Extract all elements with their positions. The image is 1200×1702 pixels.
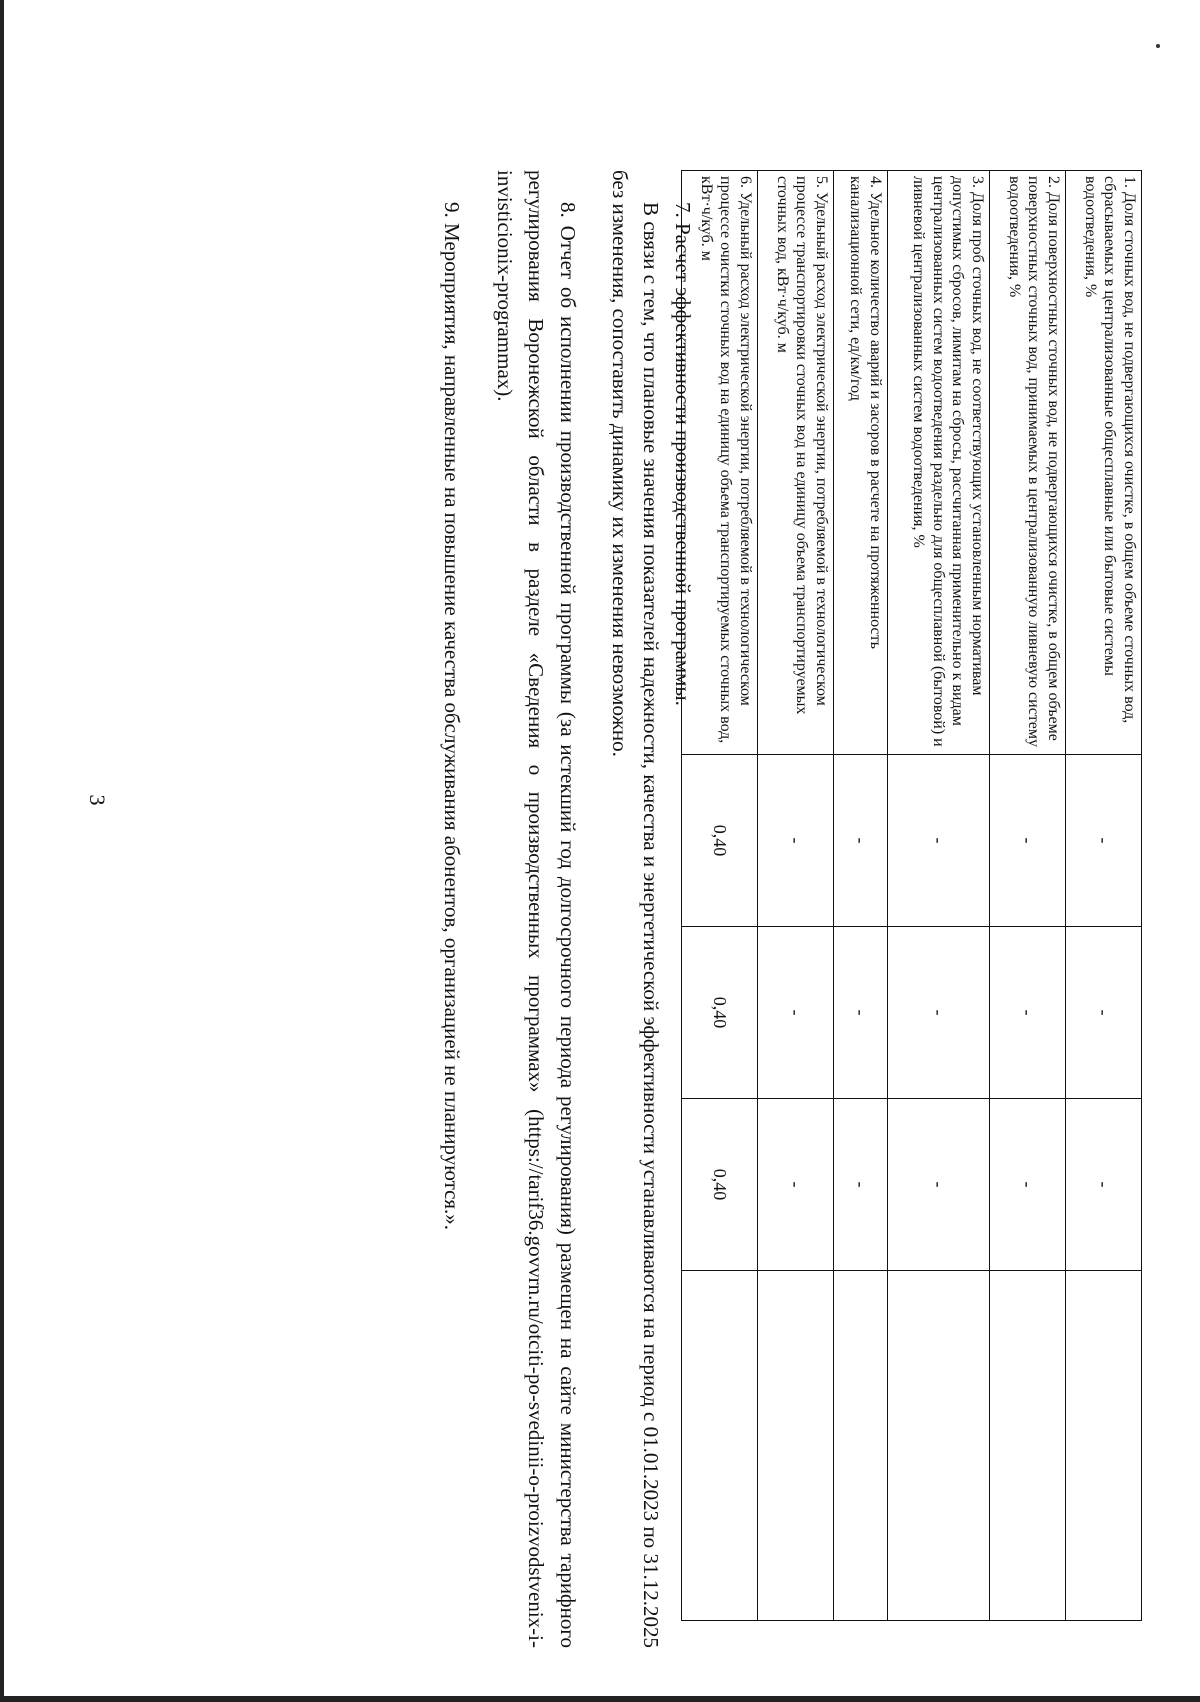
value-cell: -	[990, 927, 1066, 1099]
section-9-body: 9. Мероприятия, направленные на повышение качества обслуживания абонентов, организацией не планируются.».	[440, 202, 464, 1231]
table-row	[1066, 171, 1142, 1621]
value-cell: -	[834, 927, 888, 1099]
value-cell: 0,40	[682, 927, 758, 1099]
section-8-body: 8. Отчет об исполнении производственной программы (за истекший год долгосрочного периода регулирования) размещен на сайте министерства тарифного регулирования Воронежской области в разделе «Сведения о производственных программах» (https://tarif36.govvrn.ru/otciti-po-svedinii-o-proizvodstvenix-i-invisticionix-programmax).	[493, 170, 580, 1648]
empty-cell	[758, 1271, 834, 1621]
value-cell: -	[990, 755, 1066, 927]
indicator-cell: 5. Удельный расход электрической энергии, потребляемой в технологическом процессе транспортировки сточных вод на единицу объема транспортируемых сточных вод, кВт·ч/куб. м	[758, 171, 834, 755]
value-cell: -	[1066, 1099, 1142, 1271]
indicator-cell: 6. Удельный расход электрической энергии, потребляемой в технологическом процессе очистки сточных вод на единицу объема транспортируемых сточных вод, кВт·ч/куб. м	[682, 171, 758, 755]
section-7-heading: 7. Расчет эффективности производственной программы.	[671, 202, 695, 706]
value-cell: -	[834, 755, 888, 927]
value-cell: -	[1066, 755, 1142, 927]
value-cell: 0,40	[682, 1099, 758, 1271]
empty-cell	[990, 1271, 1066, 1621]
indicator-cell: 3. Доля проб сточных вод, не соответствующих установленным нормативам допустимых сбросов, лимитам на сбросы, рассчитанная применительно к видам централизованных систем водоотведения раздельно для общесплавной (бытовой) и ливневой централизованных систем водоотведения, %	[888, 171, 990, 755]
empty-cell	[834, 1271, 888, 1621]
value-cell: -	[990, 1099, 1066, 1271]
table-row	[834, 171, 888, 1621]
value-cell: -	[888, 755, 990, 927]
indicator-cell: 4. Удельное количество аварий и засоров в расчете на протяженность канализационной сети, ед/км/год	[834, 171, 888, 755]
value-cell: -	[888, 927, 990, 1099]
section-7-body: В связи с тем, что плановые значения показателей надежности, качества и энергетической эффективности устанавливаются на период с 01.01.2023 по 31.12.2025 без изменения, сопоставить динамику их изменения невозможно.	[608, 170, 664, 1648]
value-cell: -	[758, 755, 834, 927]
indicator-cell: 2. Доля поверхностных сточных вод, не подвергающихся очистке, в общем объеме поверхностных сточных вод, принимаемых в централизованную ливневую систему водоотведения, %	[990, 171, 1066, 755]
empty-cell	[1066, 1271, 1142, 1621]
value-cell: -	[1066, 927, 1142, 1099]
empty-cell	[888, 1271, 990, 1621]
value-cell: 0,40	[682, 755, 758, 927]
value-cell: -	[758, 1099, 834, 1271]
table-row	[758, 171, 834, 1621]
value-cell: -	[758, 927, 834, 1099]
indicators-table	[681, 170, 1142, 1621]
table-row	[990, 171, 1066, 1621]
page-number: 3	[85, 794, 110, 806]
value-cell: -	[888, 1099, 990, 1271]
value-cell: -	[834, 1099, 888, 1271]
table-row	[888, 171, 990, 1621]
section-7	[604, 170, 699, 1648]
indicator-cell: 1. Доля сточных вод, не подвергающихся очистке, в общем объеме сточных вод, сбрасываемых в централизованные общесплавные или бытовые системы водоотведения, %	[1066, 171, 1142, 755]
